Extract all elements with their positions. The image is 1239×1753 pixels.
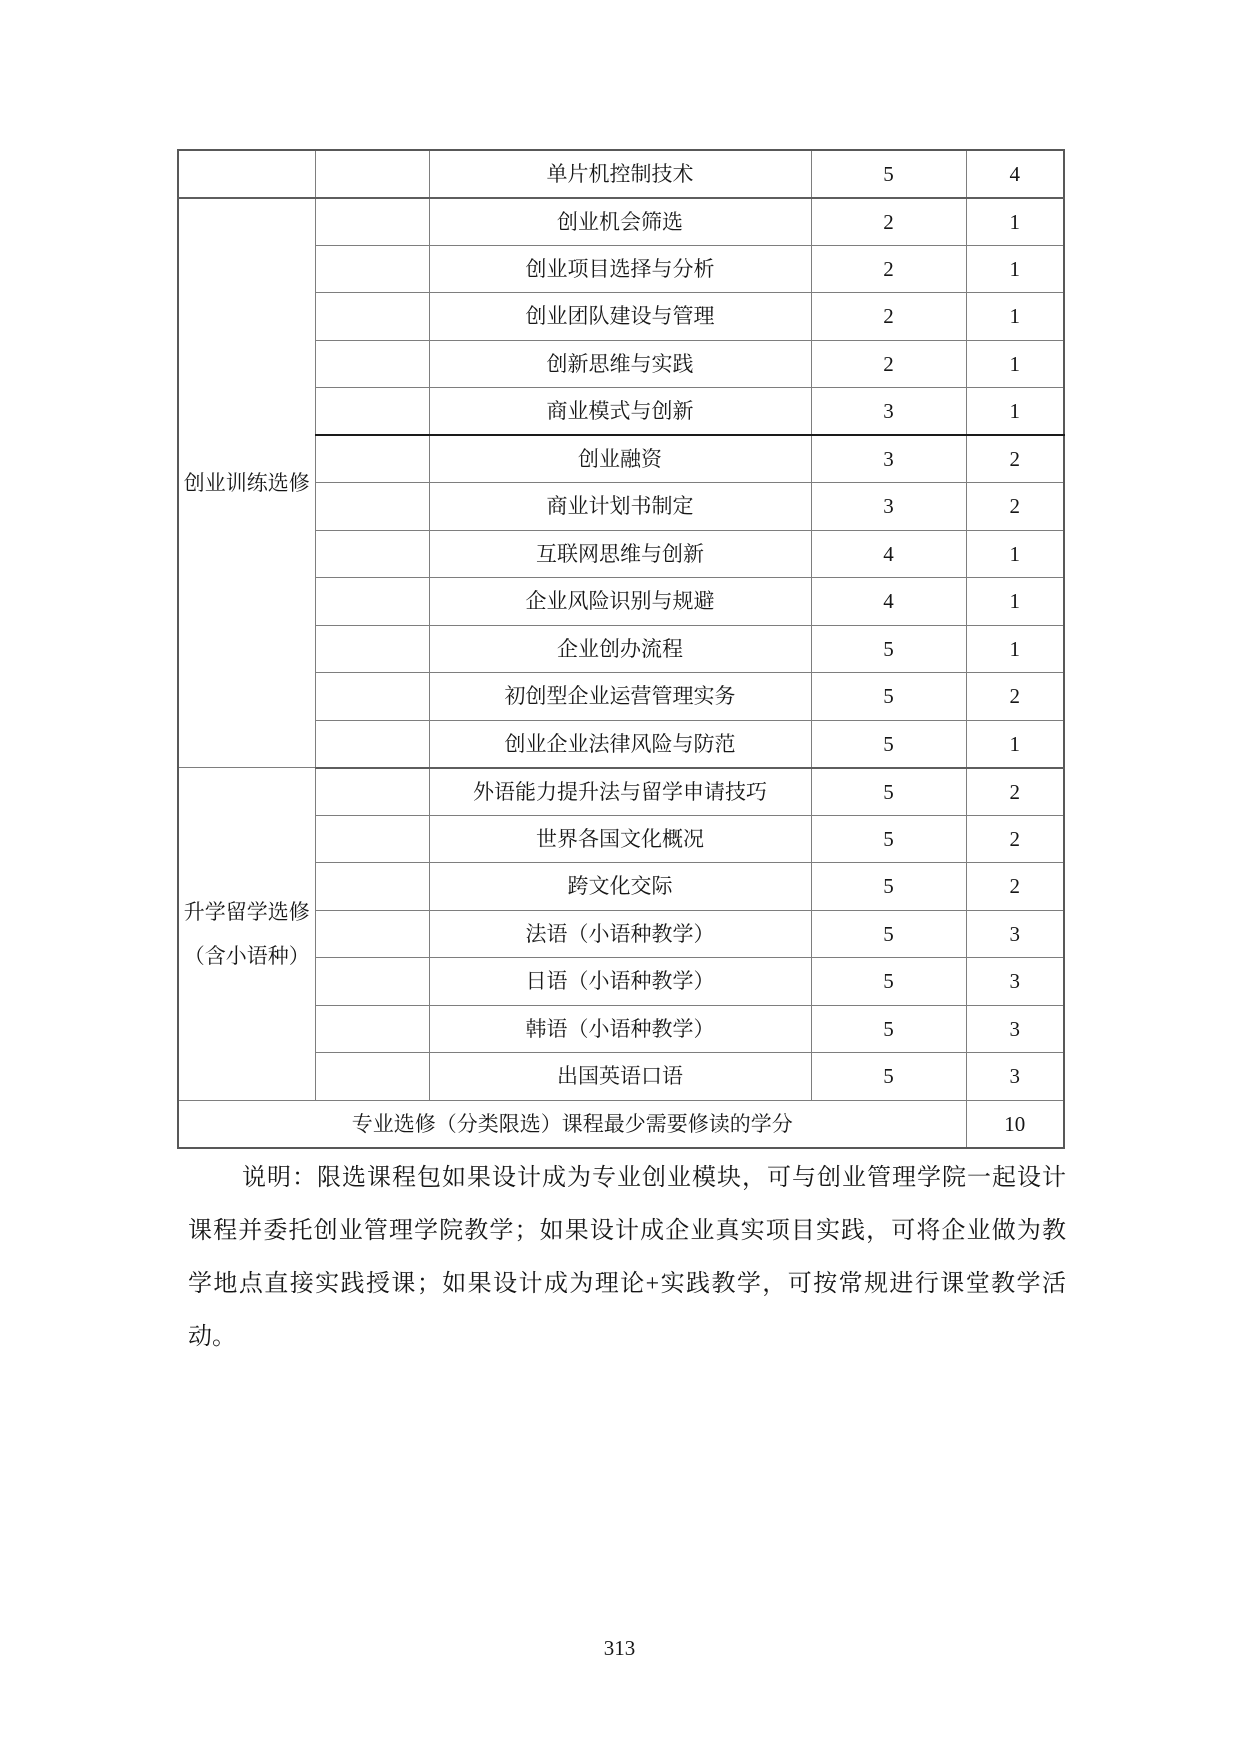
semester-cell: 5 (811, 720, 966, 768)
semester-cell: 5 (811, 863, 966, 911)
credit-cell: 1 (966, 245, 1064, 293)
semester-cell: 2 (811, 293, 966, 341)
credit-cell: 2 (966, 815, 1064, 863)
credit-cell: 2 (966, 435, 1064, 483)
empty-cell (315, 1005, 429, 1053)
credit-cell: 4 (966, 150, 1064, 198)
summary-credit-cell: 10 (966, 1100, 1064, 1148)
semester-cell: 5 (811, 625, 966, 673)
empty-cell (315, 245, 429, 293)
course-cell: 日语（小语种教学） (429, 958, 811, 1006)
category-cell (178, 768, 315, 1101)
credit-cell: 2 (966, 483, 1064, 531)
empty-cell (315, 863, 429, 911)
empty-category-cell (178, 150, 315, 198)
empty-cell (315, 483, 429, 531)
course-cell: 单片机控制技术 (429, 150, 811, 198)
semester-cell: 5 (811, 150, 966, 198)
empty-cell (315, 768, 429, 816)
note-line: 动。 (188, 1324, 236, 1350)
empty-cell (315, 625, 429, 673)
credit-cell: 1 (966, 720, 1064, 768)
credit-cell: 3 (966, 958, 1064, 1006)
semester-cell: 5 (811, 1053, 966, 1101)
course-cell: 外语能力提升法与留学申请技巧 (429, 768, 811, 816)
credit-cell: 2 (966, 673, 1064, 721)
note-line: 课程并委托创业管理学院教学；如果设计成企业真实项目实践，可将企业做为教 (188, 1218, 1066, 1244)
table-row (178, 150, 1064, 198)
course-cell: 企业创办流程 (429, 625, 811, 673)
semester-cell: 3 (811, 483, 966, 531)
credit-cell: 1 (966, 625, 1064, 673)
credit-cell: 1 (966, 530, 1064, 578)
course-cell: 互联网思维与创新 (429, 530, 811, 578)
category-cell (178, 198, 315, 768)
semester-cell: 5 (811, 768, 966, 816)
course-cell: 法语（小语种教学） (429, 910, 811, 958)
table-row (178, 198, 1064, 246)
credit-cell: 3 (966, 1005, 1064, 1053)
semester-cell: 5 (811, 815, 966, 863)
summary-label-cell: 专业选修（分类限选）课程最少需要修读的学分 (178, 1100, 966, 1148)
empty-cell (315, 198, 429, 246)
empty-cell (315, 150, 429, 198)
semester-cell: 3 (811, 435, 966, 483)
credit-cell: 2 (966, 768, 1064, 816)
course-cell: 创业项目选择与分析 (429, 245, 811, 293)
category-label: （含小语种） (183, 943, 310, 968)
credit-cell: 2 (966, 863, 1064, 911)
course-table-body (178, 150, 1064, 1148)
course-cell: 跨文化交际 (429, 863, 811, 911)
note-paragraph (188, 1152, 1066, 1364)
semester-cell: 5 (811, 673, 966, 721)
empty-cell (315, 720, 429, 768)
course-cell: 企业风险识别与规避 (429, 578, 811, 626)
page-number: 313 (603, 1636, 636, 1660)
course-cell: 商业模式与创新 (429, 388, 811, 436)
credit-cell: 1 (966, 340, 1064, 388)
credit-cell: 1 (966, 293, 1064, 341)
course-cell: 创业企业法律风险与防范 (429, 720, 811, 768)
course-table (177, 149, 1065, 1149)
credit-cell: 1 (966, 198, 1064, 246)
category-label: 创业训练选修 (183, 470, 310, 495)
credit-cell: 1 (966, 388, 1064, 436)
empty-cell (315, 435, 429, 483)
empty-cell (315, 340, 429, 388)
course-cell: 世界各国文化概况 (429, 815, 811, 863)
empty-cell (315, 388, 429, 436)
semester-cell: 4 (811, 578, 966, 626)
semester-cell: 2 (811, 245, 966, 293)
course-cell: 初创型企业运营管理实务 (429, 673, 811, 721)
empty-cell (315, 910, 429, 958)
course-cell: 创新思维与实践 (429, 340, 811, 388)
semester-cell: 2 (811, 340, 966, 388)
semester-cell: 5 (811, 958, 966, 1006)
semester-cell: 2 (811, 198, 966, 246)
semester-cell: 5 (811, 1005, 966, 1053)
course-cell: 韩语（小语种教学） (429, 1005, 811, 1053)
credit-cell: 3 (966, 910, 1064, 958)
empty-cell (315, 673, 429, 721)
semester-cell: 5 (811, 910, 966, 958)
summary-row (178, 1100, 1064, 1148)
empty-cell (315, 815, 429, 863)
note-line: 学地点直接实践授课；如果设计成为理论+实践教学，可按常规进行课堂教学活 (188, 1271, 1066, 1297)
empty-cell (315, 578, 429, 626)
category-label: 升学留学选修 (183, 899, 310, 924)
course-cell: 创业融资 (429, 435, 811, 483)
credit-cell: 3 (966, 1053, 1064, 1101)
empty-cell (315, 1053, 429, 1101)
semester-cell: 3 (811, 388, 966, 436)
course-cell: 出国英语口语 (429, 1053, 811, 1101)
empty-cell (315, 293, 429, 341)
table-row (178, 768, 1064, 816)
empty-cell (315, 530, 429, 578)
semester-cell: 4 (811, 530, 966, 578)
course-cell: 商业计划书制定 (429, 483, 811, 531)
empty-cell (315, 958, 429, 1006)
course-cell: 创业团队建设与管理 (429, 293, 811, 341)
note-line: 说明：限选课程包如果设计成为专业创业模块，可与创业管理学院一起设计 (242, 1165, 1066, 1191)
credit-cell: 1 (966, 578, 1064, 626)
course-cell: 创业机会筛选 (429, 198, 811, 246)
